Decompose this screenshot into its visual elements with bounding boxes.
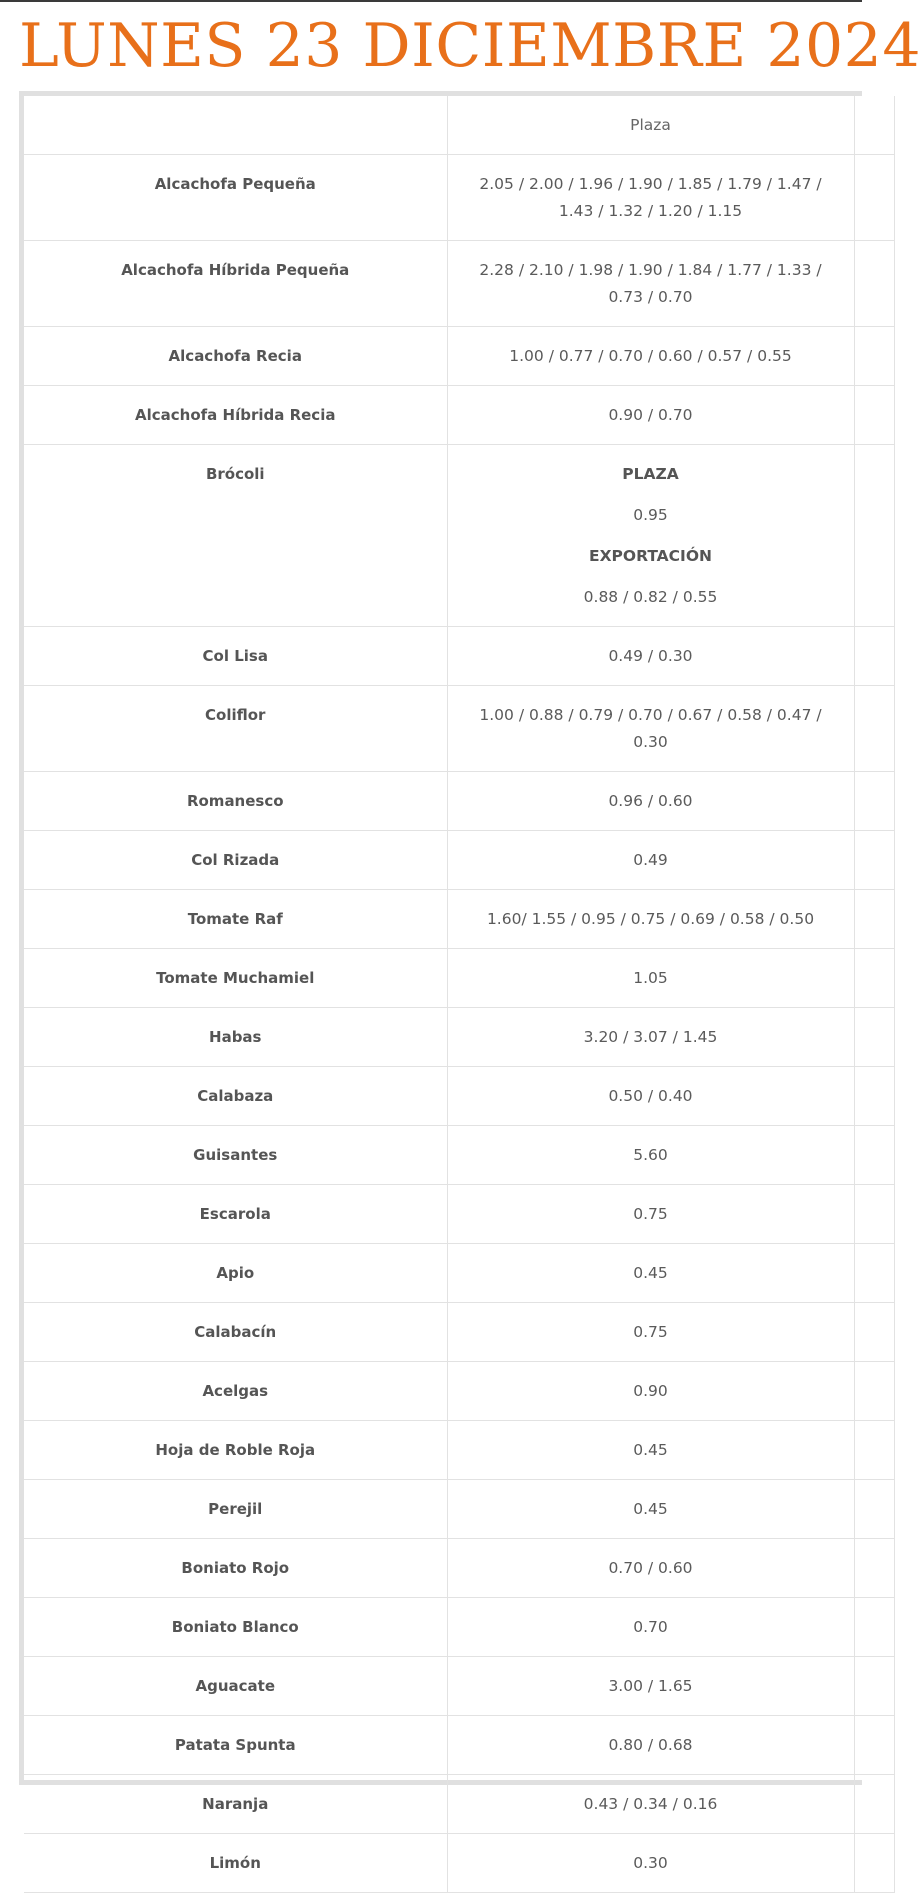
table-row (24, 445, 894, 627)
product-name-cell: Col Rizada (24, 831, 447, 890)
extra-column-cell (854, 1775, 894, 1834)
table-row (24, 772, 894, 831)
header-price-cell: Plaza (447, 96, 854, 155)
table-row (24, 686, 894, 772)
price-values-cell: 0.49 / 0.30 (447, 627, 854, 686)
table-row (24, 1716, 894, 1775)
table-row (24, 1834, 894, 1893)
product-name-cell: Limón (24, 1834, 447, 1893)
price-values-cell: 3.20 / 3.07 / 1.45 (447, 1008, 854, 1067)
price-values-cell: 0.45 (447, 1421, 854, 1480)
extra-column-cell (854, 831, 894, 890)
price-values-cell: 1.60/ 1.55 / 0.95 / 0.75 / 0.69 / 0.58 / 0.50 (447, 890, 854, 949)
extra-column-cell (854, 1834, 894, 1893)
product-name-cell: Escarola (24, 1185, 447, 1244)
extra-column-cell (854, 1126, 894, 1185)
product-name-cell: Alcachofa Híbrida Pequeña (24, 241, 447, 327)
product-name-cell: Guisantes (24, 1126, 447, 1185)
product-name-cell: Tomate Raf (24, 890, 447, 949)
table-row (24, 327, 894, 386)
price-values-cell: 0.96 / 0.60 (447, 772, 854, 831)
price-values-cell: 0.90 (447, 1362, 854, 1421)
price-values-cell: 5.60 (447, 1126, 854, 1185)
price-values-cell: 0.45 (447, 1244, 854, 1303)
price-values-cell: 0.30 (447, 1834, 854, 1893)
price-values-cell: 0.70 / 0.60 (447, 1539, 854, 1598)
price-values-cell: 0.75 (447, 1303, 854, 1362)
extra-column-cell (854, 1303, 894, 1362)
product-name-cell: Calabacín (24, 1303, 447, 1362)
extra-column-cell (854, 1067, 894, 1126)
table-row (24, 1362, 894, 1421)
table-row (24, 890, 894, 949)
extra-column-cell (854, 1421, 894, 1480)
table-row (24, 1421, 894, 1480)
table-row (24, 155, 894, 241)
table-header-row (24, 96, 894, 155)
price-values-cell: 1.00 / 0.77 / 0.70 / 0.60 / 0.57 / 0.55 (447, 327, 854, 386)
product-name-cell: Boniato Rojo (24, 1539, 447, 1598)
page-title: LUNES 23 DICIEMBRE 2024 (19, 11, 921, 81)
price-values-cell: 1.05 (447, 949, 854, 1008)
price-values-cell: 0.90 / 0.70 (447, 386, 854, 445)
extra-column-cell (854, 627, 894, 686)
price-table-frame[interactable] (19, 91, 862, 1872)
product-name-cell: Patata Spunta (24, 1716, 447, 1775)
extra-column-cell (854, 772, 894, 831)
table-row (24, 1008, 894, 1067)
extra-column-cell (854, 241, 894, 327)
table-row (24, 386, 894, 445)
table-row (24, 1067, 894, 1126)
product-name-cell: Aguacate (24, 1657, 447, 1716)
price-values: 0.95 (633, 506, 668, 524)
extra-column-cell (854, 155, 894, 241)
extra-column-cell (854, 386, 894, 445)
extra-column-cell (854, 1716, 894, 1775)
table-row (24, 949, 894, 1008)
product-name-cell: Boniato Blanco (24, 1598, 447, 1657)
product-name-cell: Alcachofa Recia (24, 327, 447, 386)
price-values-cell: 0.50 / 0.40 (447, 1067, 854, 1126)
extra-column-cell (854, 445, 894, 627)
product-name-cell: Perejil (24, 1480, 447, 1539)
price-values: 0.88 / 0.82 / 0.55 (583, 588, 718, 606)
price-values-cell: 1.00 / 0.88 / 0.79 / 0.70 / 0.67 / 0.58 / 0.47 / 0.30 (447, 686, 854, 772)
price-values-cell: 0.75 (447, 1185, 854, 1244)
product-name-cell: Alcachofa Híbrida Recia (24, 386, 447, 445)
table-row (24, 1598, 894, 1657)
product-name-cell: Col Lisa (24, 627, 447, 686)
table-row (24, 831, 894, 890)
extra-column-cell (854, 1244, 894, 1303)
price-values-cell: 0.80 / 0.68 (447, 1716, 854, 1775)
price-section-label: EXPORTACIÓN (589, 547, 712, 565)
table-row (24, 1480, 894, 1539)
table-row (24, 1303, 894, 1362)
table-row (24, 1539, 894, 1598)
extra-column-cell (854, 1657, 894, 1716)
header-product-cell (24, 96, 447, 155)
price-values-cell: 3.00 / 1.65 (447, 1657, 854, 1716)
extra-column-cell (854, 327, 894, 386)
extra-column-cell (854, 1539, 894, 1598)
table-row (24, 1657, 894, 1716)
product-name-cell: Coliflor (24, 686, 447, 772)
price-values-cell: 0.70 (447, 1598, 854, 1657)
header-extra-cell (854, 96, 894, 155)
extra-column-cell (854, 1185, 894, 1244)
extra-column-cell (854, 1598, 894, 1657)
price-values-cell: 0.45 (447, 1480, 854, 1539)
product-name-cell: Hoja de Roble Roja (24, 1421, 447, 1480)
extra-column-cell (854, 949, 894, 1008)
product-name-cell: Habas (24, 1008, 447, 1067)
price-values-cell: 2.05 / 2.00 / 1.96 / 1.90 / 1.85 / 1.79 / 1.47 / 1.43 / 1.32 / 1.20 / 1.15 (447, 155, 854, 241)
price-values-cell-split (447, 445, 854, 627)
table-row (24, 241, 894, 327)
table-row (24, 1185, 894, 1244)
price-section-label: PLAZA (622, 465, 679, 483)
table-row (24, 627, 894, 686)
extra-column-cell (854, 1008, 894, 1067)
price-values-cell: 2.28 / 2.10 / 1.98 / 1.90 / 1.84 / 1.77 / 1.33 / 0.73 / 0.70 (447, 241, 854, 327)
table-row (24, 1775, 894, 1834)
extra-column-cell (854, 1362, 894, 1421)
product-name-cell: Brócoli (24, 445, 447, 627)
table-row (24, 1126, 894, 1185)
top-rule (0, 0, 862, 2)
price-values-cell: 0.49 (447, 831, 854, 890)
product-name-cell: Naranja (24, 1775, 447, 1834)
price-table (24, 96, 895, 1893)
extra-column-cell (854, 1480, 894, 1539)
product-name-cell: Romanesco (24, 772, 447, 831)
product-name-cell: Acelgas (24, 1362, 447, 1421)
price-values-cell: 0.43 / 0.34 / 0.16 (447, 1775, 854, 1834)
product-name-cell: Calabaza (24, 1067, 447, 1126)
product-name-cell: Alcachofa Pequeña (24, 155, 447, 241)
extra-column-cell (854, 686, 894, 772)
table-row (24, 1244, 894, 1303)
product-name-cell: Apio (24, 1244, 447, 1303)
extra-column-cell (854, 890, 894, 949)
product-name-cell: Tomate Muchamiel (24, 949, 447, 1008)
